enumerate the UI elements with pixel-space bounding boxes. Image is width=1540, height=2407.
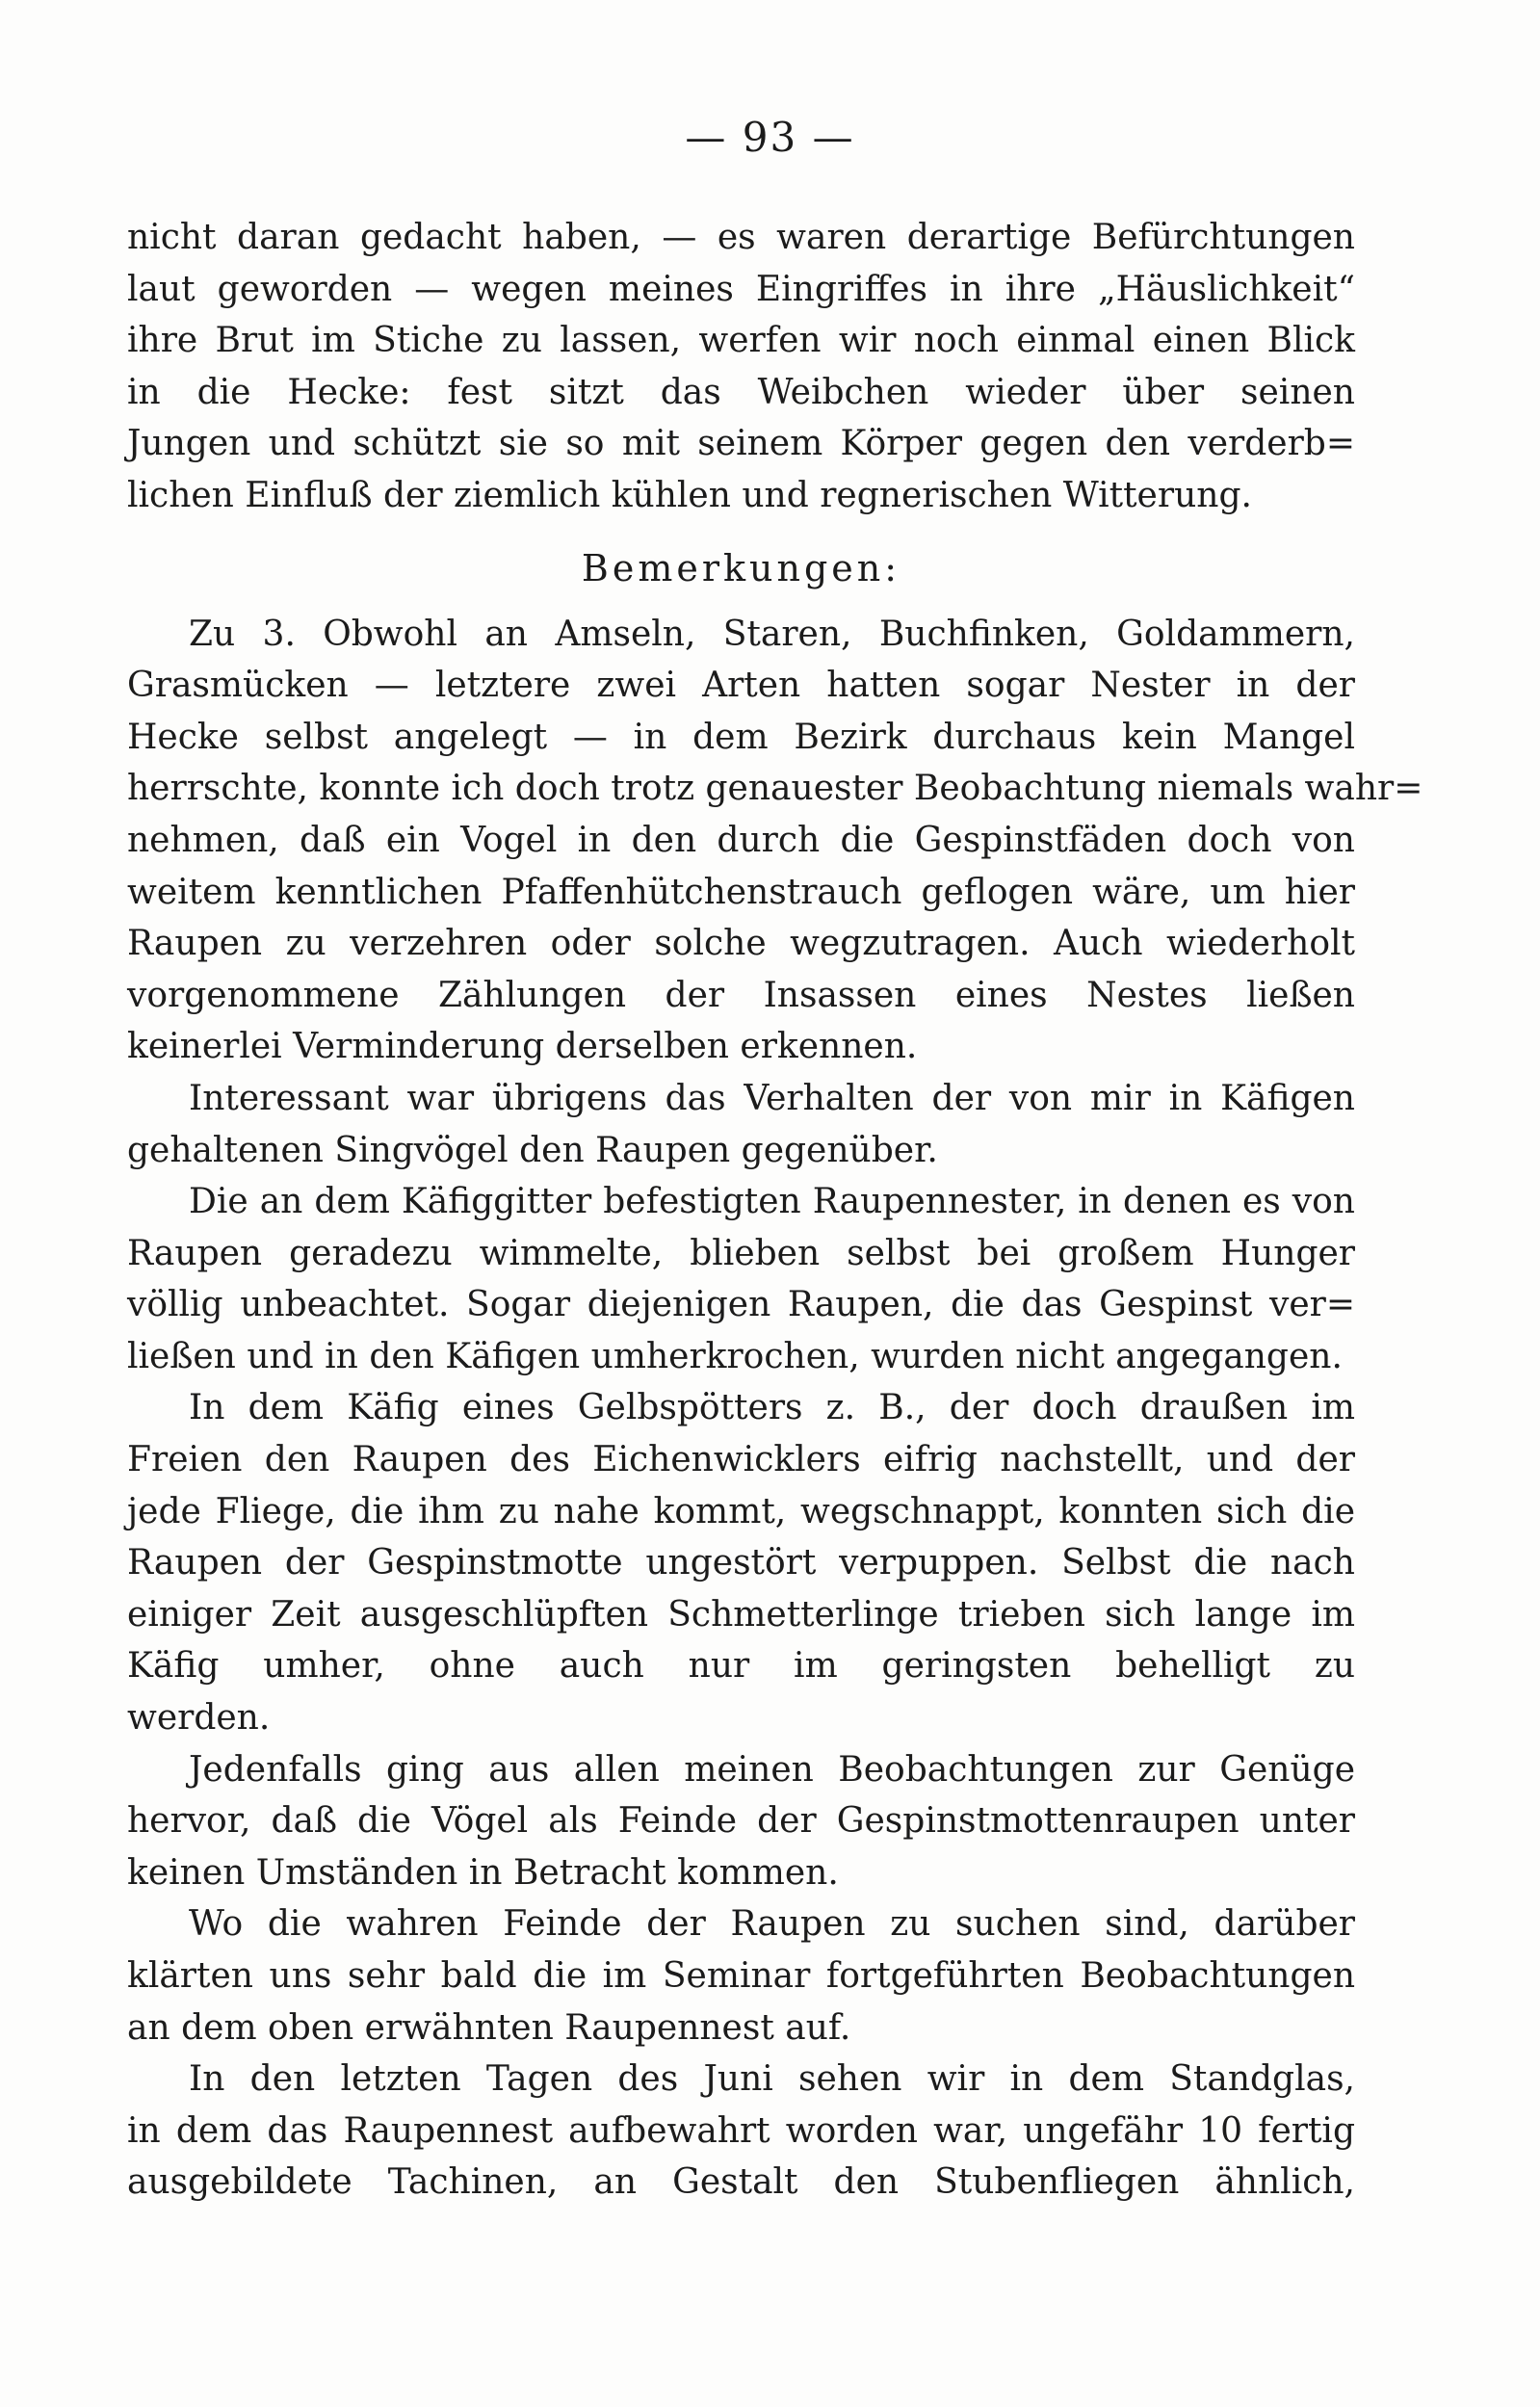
section-heading: Bemerkungen:: [581, 546, 901, 589]
text-line: Raupen geradezu wimmelte, blieben selbst bei großem Hunger: [127, 1233, 1355, 1273]
text-line: Interessant war übrigens das Verhalten der von mir in Käfigen: [189, 1078, 1355, 1118]
text-line: weitem kenntlichen Pfaffenhütchenstrauch geflogen wäre, um hier: [127, 872, 1355, 912]
text-line: Grasmücken — letztere zwei Arten hatten sogar Nester in der: [127, 666, 1355, 706]
text-line: Hecke selbst angelegt — in dem Bezirk durchaus kein Mangel: [127, 717, 1355, 757]
text-line: einiger Zeit ausgeschlüpften Schmetterlinge trieben sich lange im: [127, 1594, 1355, 1635]
text-line: Raupen der Gespinstmotte ungestört verpuppen. Selbst die nach: [127, 1543, 1355, 1583]
remark-paragraph-3: [127, 1176, 1355, 1382]
text-line: völlig unbeachtet. Sogar diejenigen Raupen, die das Gespinst ver=: [127, 1285, 1355, 1325]
text-line: an dem oben erwähnten Raupennest auf.: [127, 2007, 851, 2048]
remark-paragraph-4: [127, 1382, 1355, 1743]
text-line: lichen Einfluß der ziemlich kühlen und regnerischen Witterung.: [127, 475, 1252, 515]
text-line: In dem Käfig eines Gelbspötters z. B., der doch draußen im: [189, 1388, 1355, 1428]
intro-paragraph: [127, 212, 1355, 522]
remark-paragraph-2: [127, 1073, 1355, 1176]
text-line: gehaltenen Singvögel den Raupen gegenüber.: [127, 1130, 938, 1170]
remark-paragraph-5: [127, 1744, 1355, 1899]
text-line: Jungen und schützt sie so mit seinem Körper gegen den verderb=: [127, 424, 1355, 464]
text-line: jede Fliege, die ihm zu nahe kommt, wegschnappt, konnten sich die: [127, 1491, 1355, 1531]
text-line: Wo die wahren Feinde der Raupen zu suchen sind, darüber: [189, 1904, 1355, 1945]
remark-paragraph-7: [127, 2054, 1355, 2209]
text-line: Zu 3. Obwohl an Amseln, Staren, Buchfinken, Goldammern,: [189, 614, 1355, 654]
remark-paragraph-1: [127, 609, 1423, 1073]
text-line: Freien den Raupen des Eichenwicklers eifrig nachstellt, und der: [127, 1440, 1355, 1480]
text-line: in die Hecke: fest sitzt das Weibchen wieder über seinen: [127, 372, 1355, 412]
page-text: [127, 212, 1423, 2209]
remark-paragraph-6: [127, 1898, 1355, 2054]
text-line: ließen und in den Käfigen umherkrochen, wurden nicht angegangen.: [127, 1336, 1343, 1376]
text-line: hervor, daß die Vögel als Feinde der Gespinstmottenraupen unter: [127, 1801, 1355, 1842]
text-line: In den letzten Tagen des Juni sehen wir in dem Standglas,: [189, 2059, 1355, 2100]
text-line: Jedenfalls ging aus allen meinen Beobachtungen zur Genüge: [189, 1749, 1355, 1790]
text-line: vorgenommene Zählungen der Insassen eines Nestes ließen: [127, 975, 1355, 1015]
text-line: werden.: [127, 1698, 271, 1739]
text-line: laut geworden — wegen meines Eingriffes in ihre „Häuslichkeit“: [127, 269, 1355, 309]
text-line: ausgebildete Tachinen, an Gestalt den Stubenfliegen ähnlich,: [127, 2162, 1355, 2203]
text-line: nehmen, daß ein Vogel in den durch die Gespinstfäden doch von: [127, 820, 1355, 860]
text-line: ihre Brut im Stiche zu lassen, werfen wir noch einmal einen Blick: [127, 321, 1355, 361]
text-line: Käfig umher, ohne auch nur im geringsten behelligt zu: [127, 1646, 1355, 1687]
text-line: keinen Umständen in Betracht kommen.: [127, 1852, 839, 1893]
text-line: klärten uns sehr bald die im Seminar fortgeführten Beobachtungen: [127, 1956, 1355, 1996]
text-line: in dem das Raupennest aufbewahrt worden war, ungefähr 10 fertig: [127, 2110, 1355, 2151]
page-number: — 93 —: [685, 114, 855, 161]
text-line: keinerlei Verminderung derselben erkennen.: [127, 1027, 918, 1067]
text-line: herrschte, konnte ich doch trotz genauester Beobachtung niemals wahr=: [127, 769, 1423, 809]
text-line: Die an dem Käfiggitter befestigten Raupennester, in denen es von: [189, 1182, 1355, 1222]
text-line: nicht daran gedacht haben, — es waren derartige Befürchtungen: [127, 218, 1355, 257]
text-line: Raupen zu verzehren oder solche wegzutragen. Auch wiederholt: [127, 924, 1355, 964]
